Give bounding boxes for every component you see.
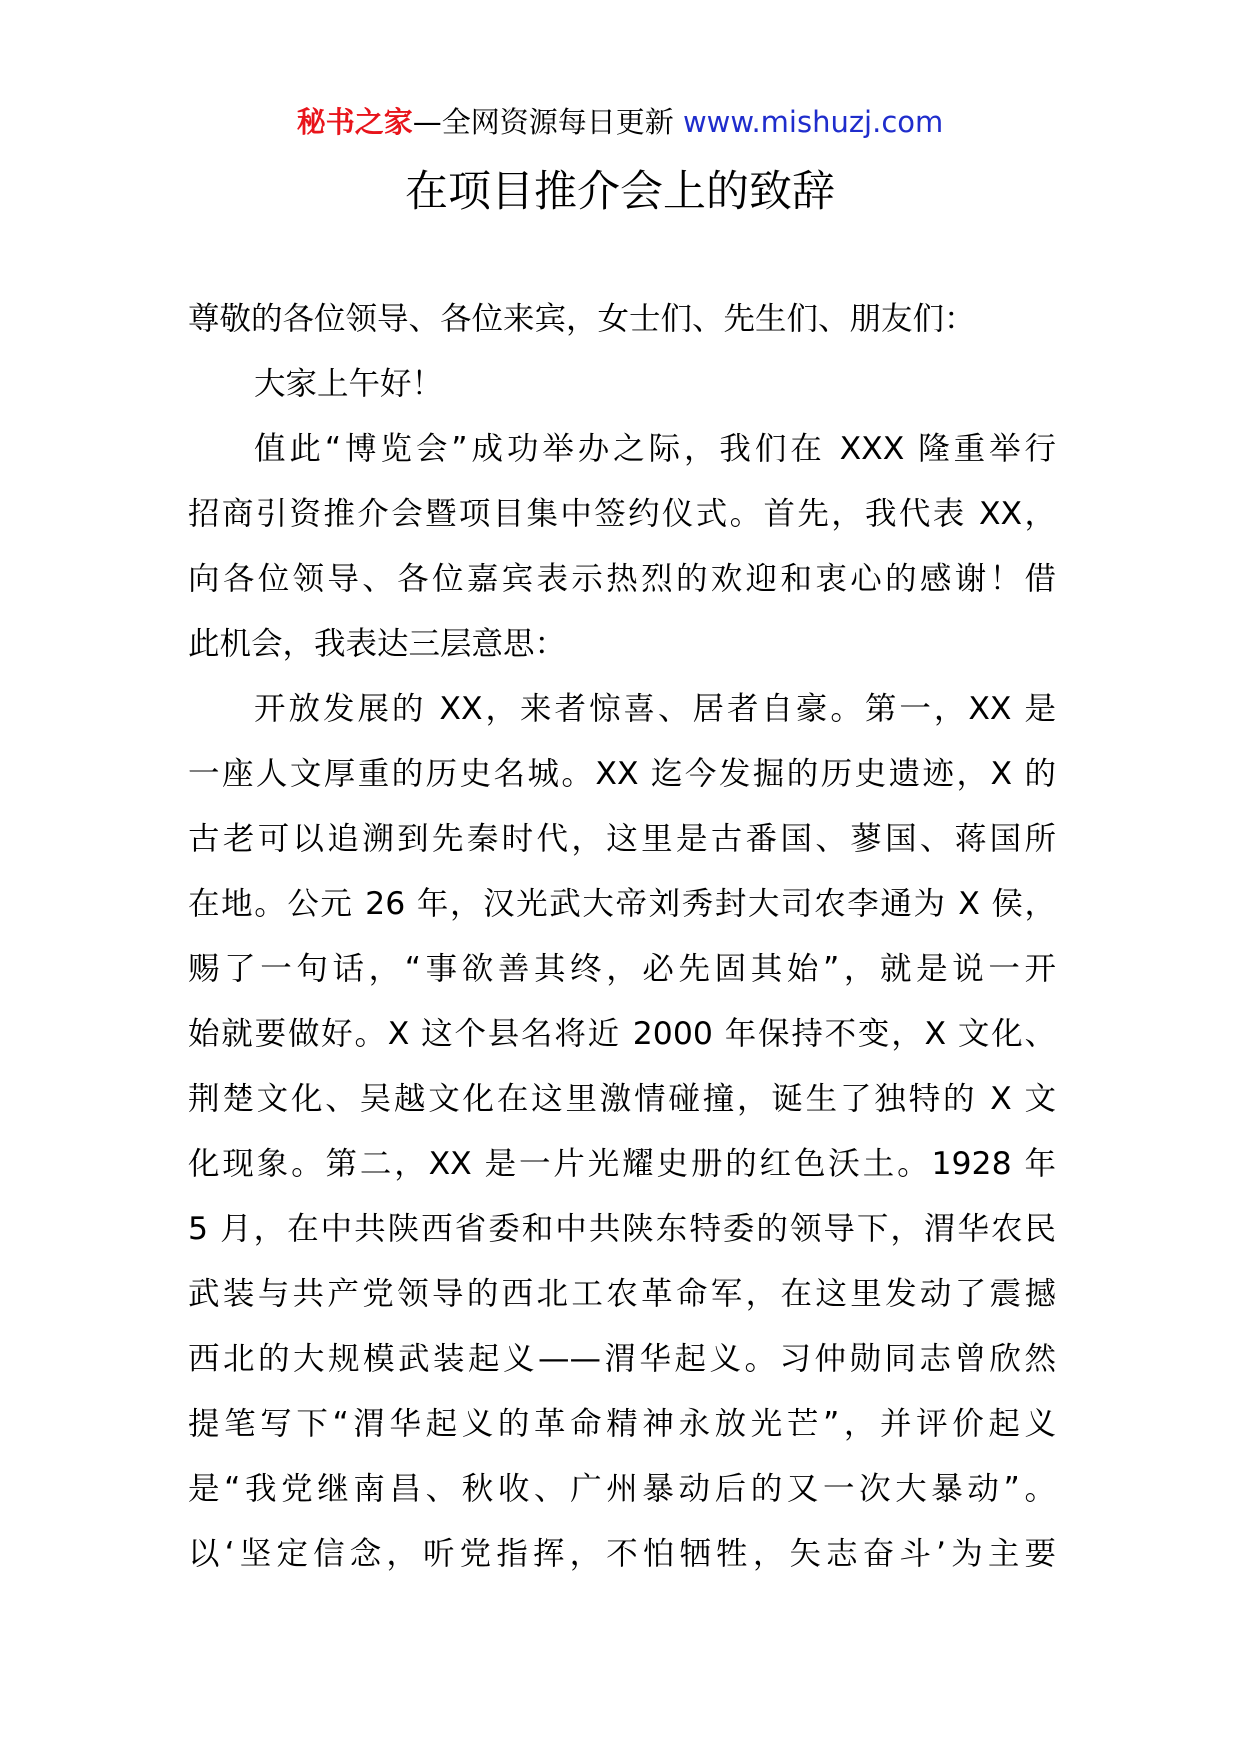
paragraph-line: 西北的大规模武装起义——渭华起义。习仲勋同志曾欣然	[188, 1341, 1056, 1377]
site-header	[0, 100, 1240, 144]
paragraph-line: 此机会，我表达三层意思：	[188, 626, 567, 662]
paragraph-line: 始就要做好。X 这个县名将近 2000 年保持不变，X 文化、	[188, 1016, 1056, 1052]
greeting-line: 大家上午好！	[254, 366, 444, 402]
brand-name: 秘书之家	[296, 105, 413, 139]
paragraph-line: 一座人文厚重的历史名城。XX 迄今发掘的历史遗迹，X 的	[188, 756, 1056, 792]
paragraph-line: 向各位领导、各位嘉宾表示热烈的欢迎和衷心的感谢！借	[188, 561, 1056, 597]
paragraph-line: 是“我党继南昌、秋收、广州暴动后的又一次大暴动”。	[188, 1471, 1056, 1507]
header-tagline: —全网资源每日更新	[412, 105, 683, 139]
paragraph-line: 武装与共产党领导的西北工农革命军，在这里发动了震撼	[188, 1276, 1056, 1312]
document-title: 在项目推介会上的致辞	[405, 167, 835, 217]
paragraph-line: 古老可以追溯到先秦时代，这里是古番国、蓼国、蒋国所	[188, 821, 1056, 857]
paragraph-line: 赐了一句话，“事欲善其终，必先固其始”，就是说一开	[188, 951, 1056, 987]
paragraph-line: 在地。公元 26 年，汉光武大帝刘秀封大司农李通为 X 侯，	[188, 886, 1056, 922]
paragraph-line: 招商引资推介会暨项目集中签约仪式。首先，我代表 XX，	[188, 496, 1056, 532]
document-body	[188, 287, 1056, 1587]
salutation-line: 尊敬的各位领导、各位来宾，女士们、先生们、朋友们：	[188, 301, 976, 337]
paragraph-line: 开放发展的 XX，来者惊喜、居者自豪。第一，XX 是	[254, 691, 1056, 727]
paragraph-line: 5 月，在中共陕西省委和中共陕东特委的领导下，渭华农民	[188, 1211, 1056, 1247]
paragraph-line: 荆楚文化、吴越文化在这里激情碰撞，诞生了独特的 X 文	[188, 1081, 1056, 1117]
paragraph-line: 值此“博览会”成功举办之际，我们在 XXX 隆重举行	[254, 431, 1056, 467]
paragraph-line: 提笔写下“渭华起义的革命精神永放光芒”，并评价起义	[188, 1406, 1056, 1442]
paragraph-line: 化现象。第二，XX 是一片光耀史册的红色沃土。1928 年	[188, 1146, 1056, 1182]
site-url-link[interactable]: www.mishuzj.com	[682, 105, 944, 139]
paragraph-line: 以‘坚定信念，听党指挥，不怕牺牲，矢志奋斗’为主要	[188, 1536, 1056, 1572]
